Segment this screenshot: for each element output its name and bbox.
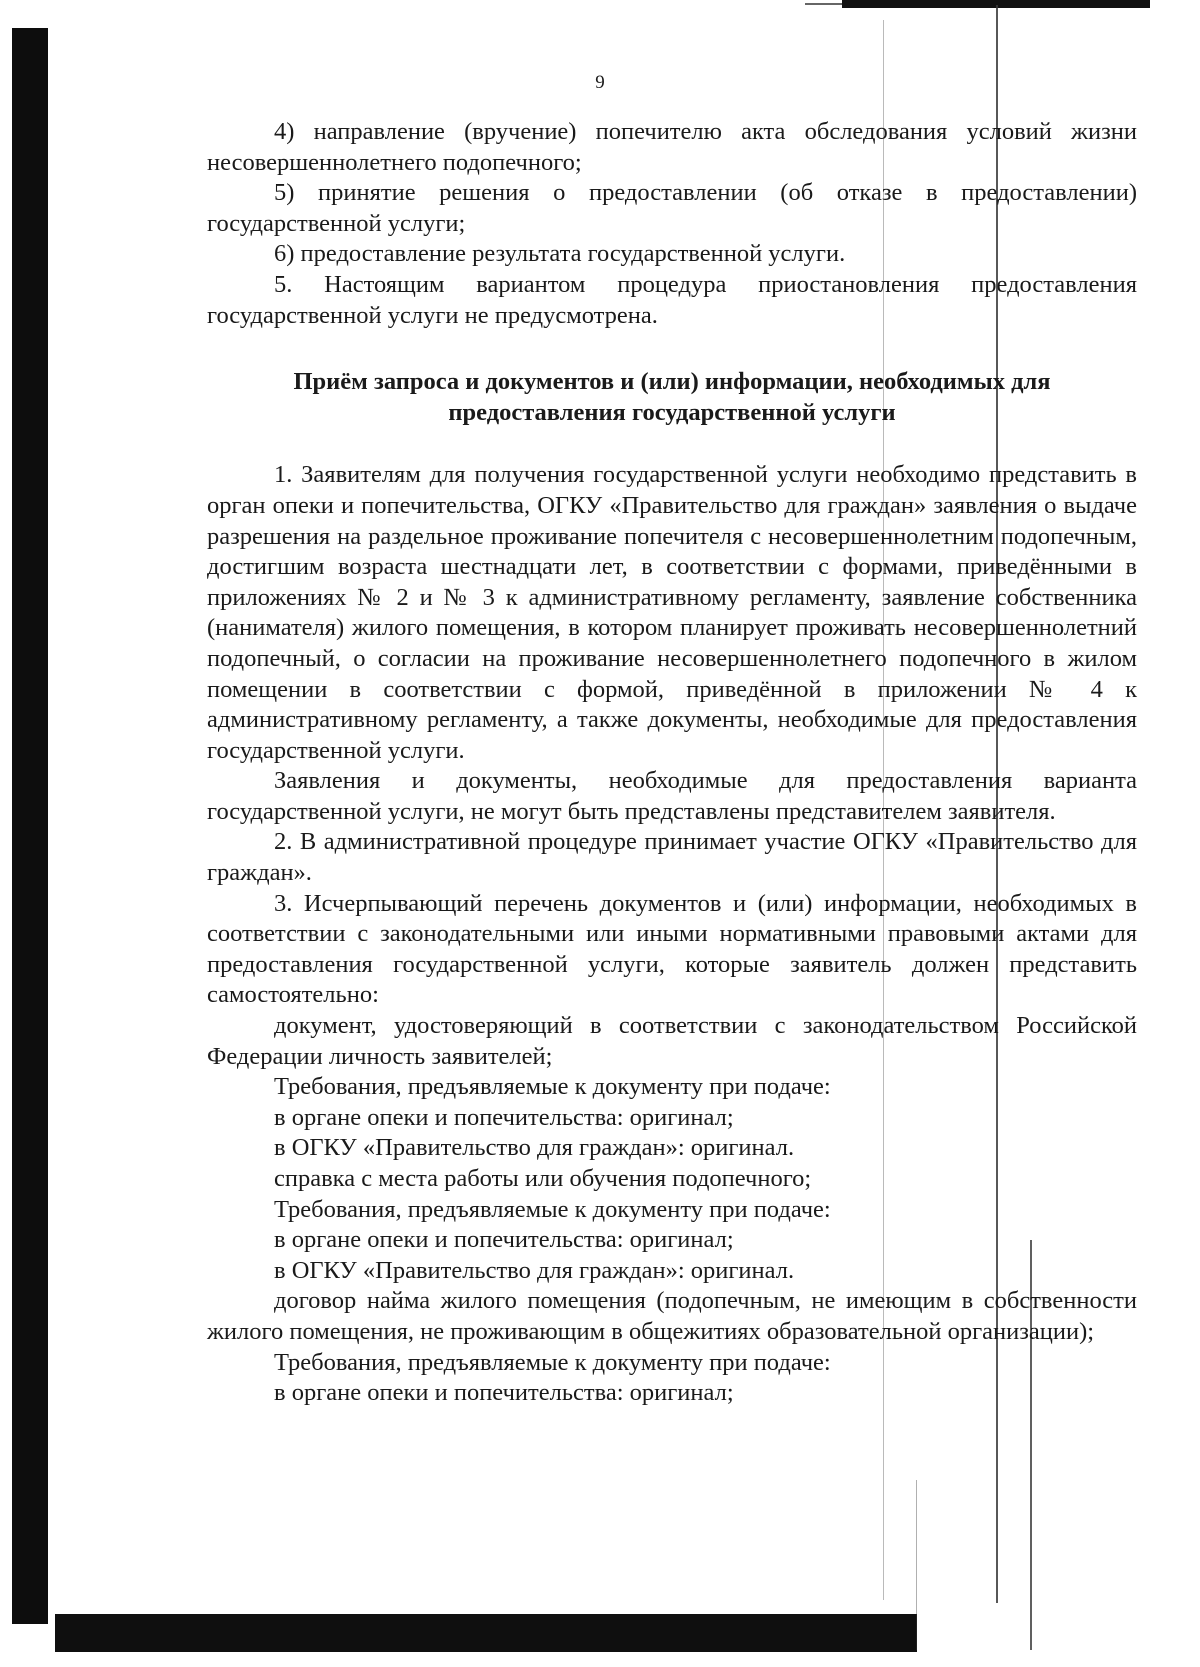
requirement-line: Требования, предъявляемые к документу при подаче: bbox=[274, 1348, 831, 1376]
page-number: 9 bbox=[595, 72, 605, 93]
paragraph: договор найма жилого помещения (подопечным, не имеющим в собственности жилого помещения, не проживающим в общежитиях образовательной организации); bbox=[207, 1287, 1137, 1345]
requirement-line: в органе опеки и попечительства: оригинал; bbox=[274, 1226, 734, 1254]
scan-edge-left bbox=[12, 28, 48, 1624]
requirement-line: Требования, предъявляемые к документу при подаче: bbox=[274, 1195, 831, 1223]
paragraph: 4) направление (вручение) попечителю акта обследования условий жизни несовершеннолетнего подопечного; bbox=[207, 118, 1137, 176]
paragraph: 5) принятие решения о предоставлении (об отказе в предоставлении) государственной услуги; bbox=[207, 179, 1137, 237]
paragraph: 5. Настоящим вариантом процедура приостановления предоставления государственной услуги не предусмотрена. bbox=[207, 270, 1137, 329]
section-heading: Приём запроса и документов и (или) информации, необходимых для предоставления государственной услуги bbox=[293, 368, 1051, 426]
paragraph: Заявления и документы, необходимые для предоставления варианта государственной услуги, не могут быть представлены представителем заявителя. bbox=[207, 767, 1137, 825]
requirement-line: Требования, предъявляемые к документу при подаче: bbox=[274, 1073, 831, 1101]
paragraph: 3. Исчерпывающий перечень документов и (или) информации, необходимых в соответствии с законодательными или иными нормативными правовыми актами для предоставления государственной услуги, которые заявитель должен представить самостоятельно: bbox=[207, 889, 1137, 1009]
paragraph: 1. Заявителям для получения государственной услуги необходимо представить в орган опеки и попечительства, ОГКУ «Правительство для граждан» заявления о выдаче разрешения на раздельное проживание попечителя с несовершеннолетним подопечным, достигшим возраста шестнадцати лет, в соответствии с формами, приведёнными в приложениях № 2 и № 3 к административному регламенту, заявление собственника (нанимателя) жилого помещения, в котором планирует проживать несовершеннолетний подопечный, о согласии на проживание несовершеннолетнего подопечного в жилом помещении в соответствии с формой, приведённой в приложении № 4 к административному регламенту, а также документы, необходимые для предоставления государственной услуги. bbox=[207, 461, 1137, 764]
paragraph: 6) предоставление результата государственной услуги. bbox=[274, 240, 846, 268]
requirement-line: в органе опеки и попечительства: оригинал; bbox=[274, 1379, 734, 1407]
paragraph: 2. В административной процедуре принимает участие ОГКУ «Правительство для граждан». bbox=[207, 828, 1137, 887]
list-line: справка с места работы или обучения подопечного; bbox=[274, 1165, 812, 1192]
scan-edge-top-thin bbox=[805, 3, 845, 5]
requirement-line: в ОГКУ «Правительство для граждан»: оригинал. bbox=[274, 1256, 795, 1284]
requirement-line: в ОГКУ «Правительство для граждан»: оригинал. bbox=[274, 1134, 795, 1162]
paragraph: документ, удостоверяющий в соответствии с законодательством Российской Федерации личность заявителей; bbox=[207, 1012, 1137, 1070]
scan-artifact-line bbox=[916, 1480, 917, 1650]
scan-edge-bottom bbox=[55, 1614, 917, 1652]
document-body bbox=[207, 117, 1137, 1409]
requirement-line: в органе опеки и попечительства: оригинал; bbox=[274, 1103, 734, 1131]
